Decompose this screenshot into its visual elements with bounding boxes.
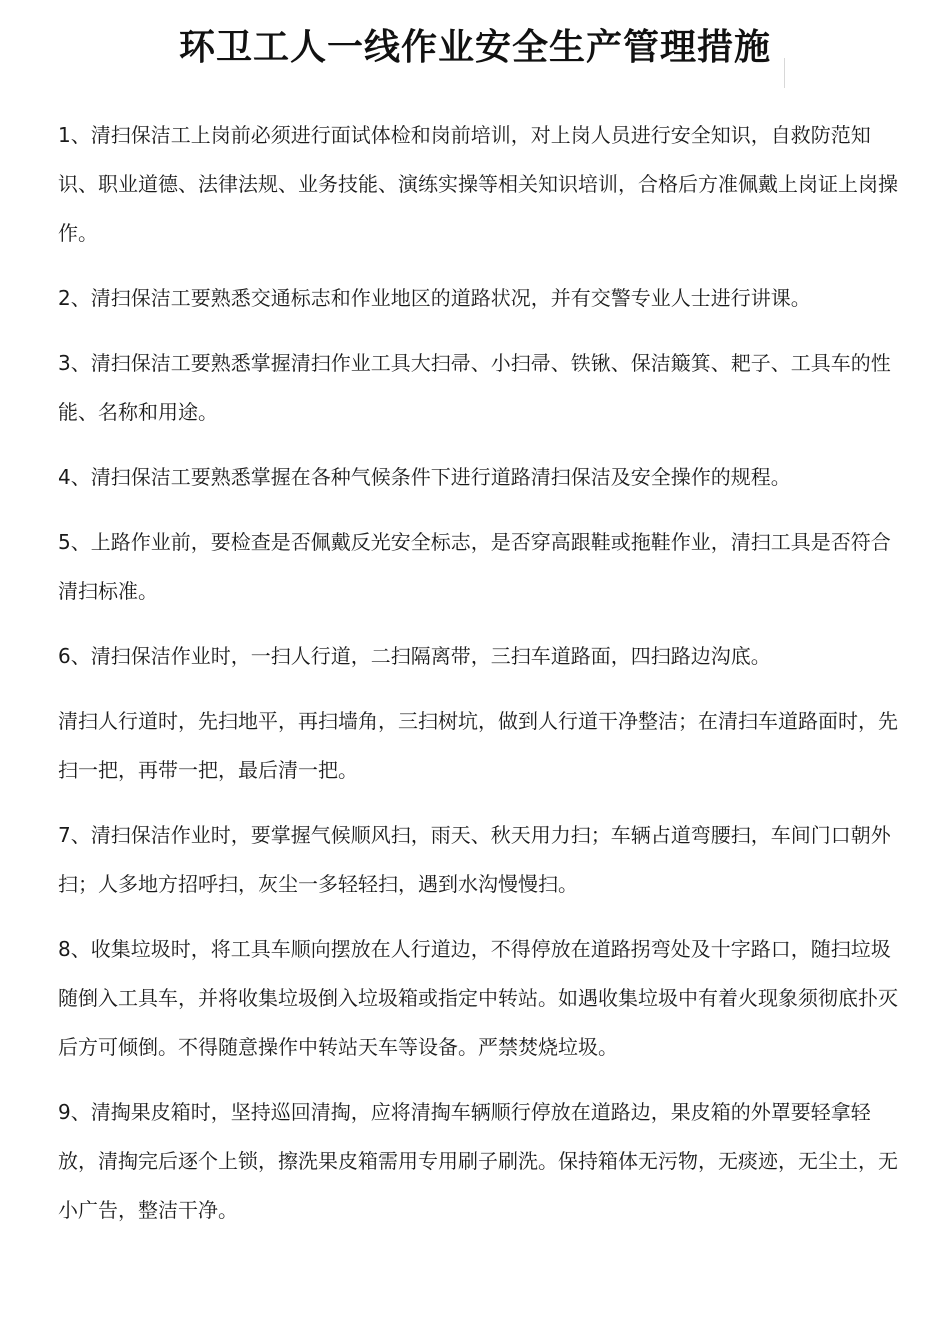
paragraph-3: 3、清扫保洁工要熟悉掌握清扫作业工具大扫帚、小扫帚、铁锹、保洁簸箕、耙子、工具车的性能、名称和用途。 bbox=[58, 351, 891, 424]
paragraph-8: 8、收集垃圾时，将工具车顺向摆放在人行道边，不得停放在道路拐弯处及十字路口，随扫垃圾随倒入工具车，并将收集垃圾倒入垃圾箱或指定中转站。如遇收集垃圾中有着火现象须彻底扑灭后方可倾倒。不得随意操作中转站天车等设备。严禁焚烧垃圾。 bbox=[58, 937, 898, 1059]
paragraph-1: 1、清扫保洁工上岗前必须进行面试体检和岗前培训，对上岗人员进行安全知识，自救防范知识、职业道德、法律法规、业务技能、演练实操等相关知识培训，合格后方准佩戴上岗证上岗操作。 bbox=[58, 123, 898, 245]
paragraph-6: 6、清扫保洁作业时，一扫人行道，二扫隔离带，三扫车道路面，四扫路边沟底。 bbox=[58, 644, 771, 668]
paragraph-6-detail: 清扫人行道时，先扫地平，再扫墙角，三扫树坑，做到人行道干净整洁；在清扫车道路面时，先扫一把，再带一把，最后清一把。 bbox=[58, 709, 898, 782]
paragraph-2: 2、清扫保洁工要熟悉交通标志和作业地区的道路状况，并有交警专业人士进行讲课。 bbox=[58, 286, 811, 310]
paragraph-4: 4、清扫保洁工要熟悉掌握在各种气候条件下进行道路清扫保洁及安全操作的规程。 bbox=[58, 465, 791, 489]
text-cursor-mark bbox=[784, 58, 785, 88]
document-title: 环卫工人一线作业安全生产管理措施 bbox=[178, 27, 771, 68]
paragraph-5: 5、上路作业前，要检查是否佩戴反光安全标志，是否穿高跟鞋或拖鞋作业，清扫工具是否符合清扫标准。 bbox=[58, 530, 891, 603]
document-body bbox=[58, 111, 900, 1251]
paragraph-9: 9、清掏果皮箱时，坚持巡回清掏，应将清掏车辆顺行停放在道路边，果皮箱的外罩要轻拿轻放，清掏完后逐个上锁，擦洗果皮箱需用专用刷子刷洗。保持箱体无污物，无痰迹，无尘土，无小广告，整洁干净。 bbox=[58, 1100, 898, 1222]
paragraph-7: 7、清扫保洁作业时，要掌握气候顺风扫，雨天、秋天用力扫；车辆占道弯腰扫，车间门口朝外扫；人多地方招呼扫，灰尘一多轻轻扫，遇到水沟慢慢扫。 bbox=[58, 823, 891, 896]
